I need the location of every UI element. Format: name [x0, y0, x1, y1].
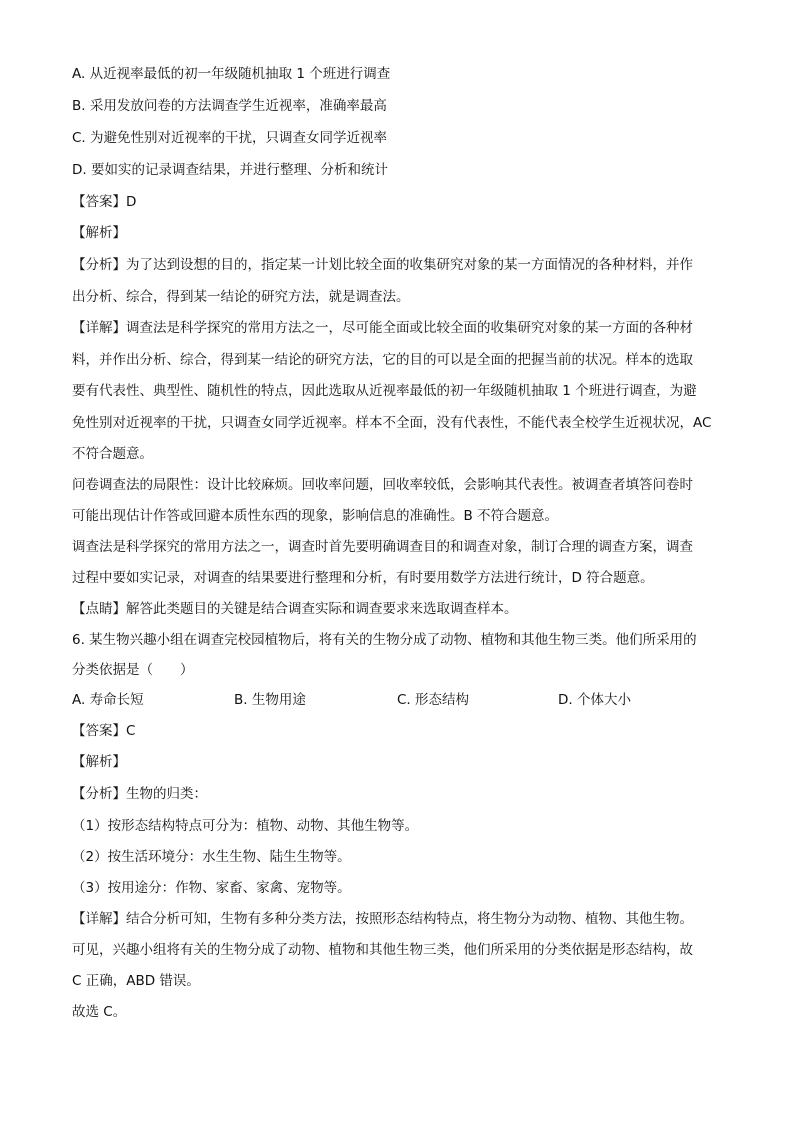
- q5-fenxi-tag: 【分析】: [72, 257, 126, 273]
- q6-answer-line: [72, 721, 135, 741]
- q6-fenxi-line-4: （3）按用途分：作物、家畜、家禽、宠物等。: [72, 880, 351, 896]
- q5-dianjing-line: [72, 599, 518, 619]
- q6-fenxi-line-2: （1）按形态结构特点可分为：植物、动物、其他生物等。: [72, 818, 419, 834]
- q6-option-a: A. 寿命长短: [72, 692, 144, 708]
- q6-xiangjie-line-3: C 正确，ABD 错误。: [72, 973, 200, 989]
- q5-xiangjie-line-4: 免性别对近视率的干扰，只调查女同学近视率。样本不全面，没有代表性，不能代表全校学生近视状况，AC: [72, 415, 712, 431]
- q5-option-a: A. 从近视率最低的初一年级随机抽取 1 个班进行调查: [72, 66, 391, 82]
- q6-fenxi-tag: 【分析】: [72, 786, 126, 802]
- q5-fenxi-line-1: [72, 255, 693, 275]
- q6-stem-line-2: 分类依据是（ ）: [72, 662, 194, 678]
- q5-answer-line: [72, 192, 136, 212]
- q6-option-d: D. 个体大小: [558, 692, 631, 708]
- q6-analysis-tag: 【解析】: [72, 754, 126, 770]
- q6-stem-line-1: 6. 某生物兴趣小组在调查完校园植物后，将有关的生物分成了动物、植物和其他生物三类。他们所采用的: [72, 632, 697, 648]
- q5-xiangjie-line-7: 可能出现估计作答或回避本质性东西的现象，影响信息的准确性。B 不符合题意。: [72, 508, 559, 524]
- q6-fenxi-line-3: （2）按生活环境分：水生生物、陆生生物等。: [72, 849, 351, 865]
- q5-xiangjie-line-5: 不符合题意。: [72, 446, 153, 462]
- q5-xiangjie-tag: 【详解】: [72, 320, 126, 336]
- q6-option-c: C. 形态结构: [397, 692, 470, 708]
- q5-fenxi-text-1: 为了达到设想的目的，指定某一计划比较全面的收集研究对象的某一方面情况的各种材料，并作: [126, 257, 693, 273]
- q6-answer-tag: 【答案】: [72, 723, 126, 739]
- q6-answer-value: C: [126, 723, 136, 739]
- q6-xiangjie-tag: 【详解】: [72, 911, 126, 927]
- q5-option-b: B. 采用发放问卷的方法调查学生近视率，准确率最高: [72, 98, 387, 114]
- q5-xiangjie-text-1: 调查法是科学探究的常用方法之一，尽可能全面或比较全面的收集研究对象的某一方面的各种材: [126, 320, 693, 336]
- q5-fenxi-line-2: 出分析、综合，得到某一结论的研究方法，就是调查法。: [72, 289, 410, 305]
- q6-xiangjie-line-4: 故选 C。: [72, 1004, 127, 1020]
- q5-xiangjie-line-2: 料，并作出分析、综合，得到某一结论的研究方法，它的目的可以是全面的把握当前的状况。样本的选取: [72, 352, 693, 368]
- q6-option-b: B. 生物用途: [234, 692, 306, 708]
- q5-option-d: D. 要如实的记录调查结果，并进行整理、分析和统计: [72, 162, 388, 178]
- q5-xiangjie-line-1: [72, 318, 693, 338]
- q5-dianjing-text: 解答此类题目的关键是结合调查实际和调查要求来选取调查样本。: [126, 601, 518, 617]
- q6-fenxi-text-1: 生物的归类：: [126, 786, 207, 802]
- q5-dianjing-tag: 【点睛】: [72, 601, 126, 617]
- q6-fenxi-line-1: [72, 784, 207, 804]
- q6-xiangjie-text-1: 结合分析可知，生物有多种分类方法，按照形态结构特点，将生物分为动物、植物、其他生物。: [126, 911, 693, 927]
- q6-xiangjie-line-1: [72, 909, 693, 929]
- q5-answer-value: D: [126, 194, 137, 210]
- q5-analysis-tag: 【解析】: [72, 225, 126, 241]
- q5-xiangjie-line-8: 调查法是科学探究的常用方法之一，调查时首先要明确调查目的和调查对象，制订合理的调查方案，调查: [72, 539, 693, 555]
- q6-options-row: [72, 690, 732, 710]
- q5-xiangjie-line-3: 要有代表性、典型性、随机性的特点，因此选取从近视率最低的初一年级随机抽取 1 个班进行调查，为避: [72, 383, 697, 399]
- q5-answer-tag: 【答案】: [72, 194, 126, 210]
- q5-option-c: C. 为避免性别对近视率的干扰，只调查女同学近视率: [72, 130, 388, 146]
- q5-xiangjie-line-6: 问卷调查法的局限性：设计比较麻烦。回收率问题，回收率较低，会影响其代表性。被调查者填答问卷时: [72, 477, 693, 493]
- q5-xiangjie-line-9: 过程中要如实记录，对调查的结果要进行整理和分析，有时要用数学方法进行统计，D 符合题意。: [72, 570, 654, 586]
- q6-xiangjie-line-2: 可见，兴趣小组将有关的生物分成了动物、植物和其他生物三类，他们所采用的分类依据是形态结构，故: [72, 942, 693, 958]
